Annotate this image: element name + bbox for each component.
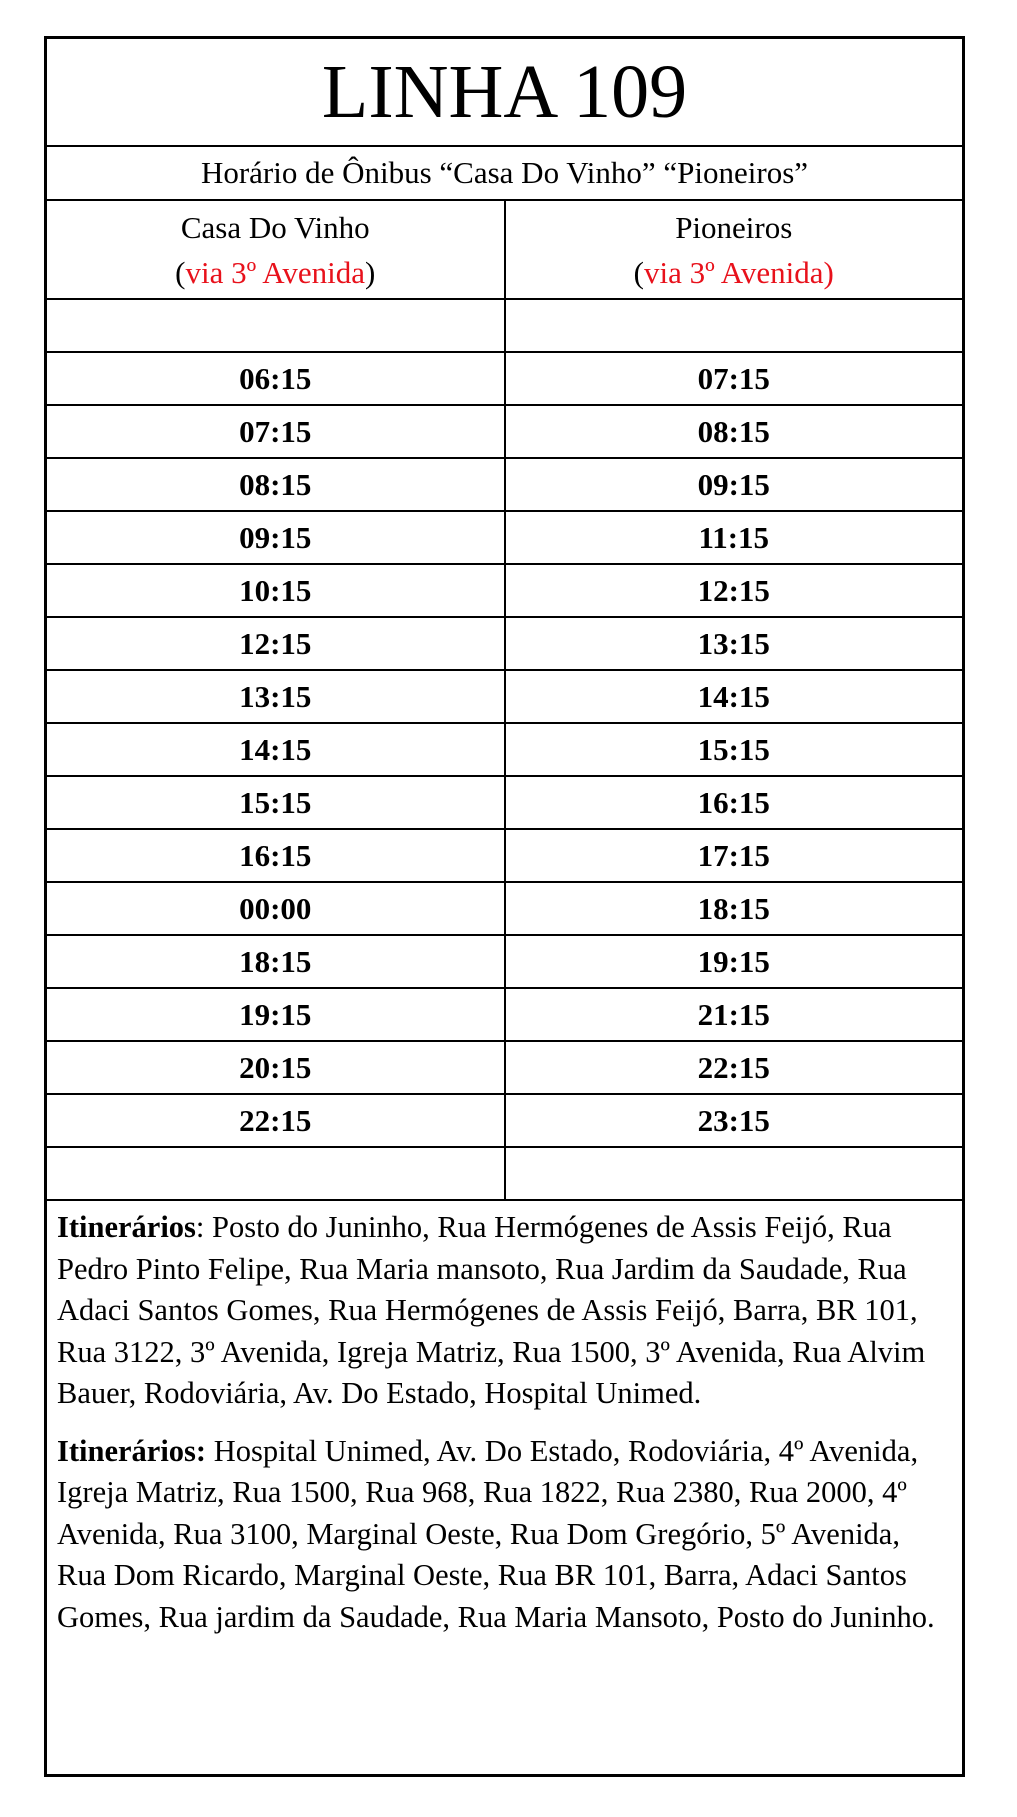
itinerary-label: Itinerários <box>57 1210 196 1244</box>
timetable-sheet <box>44 36 965 1777</box>
schedule-table <box>47 201 962 1201</box>
time-cell: 06:15 <box>47 353 504 406</box>
time-cell <box>47 300 504 353</box>
time-cell: 22:15 <box>506 1042 963 1095</box>
open-paren: ( <box>175 255 186 290</box>
time-cell: 13:15 <box>47 671 504 724</box>
open-paren: ( <box>633 255 644 290</box>
column-header <box>47 201 504 300</box>
itinerary-separator: : <box>195 1210 205 1244</box>
itineraries-section <box>47 1201 962 1638</box>
time-cell: 17:15 <box>506 830 963 883</box>
column-pioneiros <box>504 201 963 1201</box>
time-cell: 08:15 <box>47 459 504 512</box>
page-title: LINHA 109 <box>47 39 962 147</box>
itinerary-text: Hospital Unimed, Av. Do Estado, Rodoviária, 4º Avenida, Igreja Matriz, Rua 1500, Rua 968, Rua 1822, Rua 2380, Rua 2000, 4º Avenida, Rua 3100, Marginal Oeste, Rua Dom Gregório, 5º Avenida, Rua Dom Ricardo, Marginal Oeste, Rua BR 101, Barra, Adaci Santos Gomes, Rua jardim da Saudade, Rua Maria Mansoto, Posto do Juninho. <box>57 1433 935 1634</box>
time-cell: 19:15 <box>506 936 963 989</box>
time-cell: 08:15 <box>506 406 963 459</box>
column-header <box>506 201 963 300</box>
time-cell: 19:15 <box>47 989 504 1042</box>
time-cell <box>47 1148 504 1201</box>
column-route <box>47 250 504 295</box>
column-name: Casa Do Vinho <box>180 210 370 245</box>
time-cell: 09:15 <box>506 459 963 512</box>
close-paren: ) <box>365 255 376 290</box>
time-cell: 23:15 <box>506 1095 963 1148</box>
time-cell: 13:15 <box>506 618 963 671</box>
via-label: via 3º Avenida) <box>644 255 834 290</box>
column-name: Pioneiros <box>675 210 793 245</box>
time-cell: 18:15 <box>506 883 963 936</box>
time-cell: 20:15 <box>47 1042 504 1095</box>
time-cell: 07:15 <box>47 406 504 459</box>
time-cell: 15:15 <box>506 724 963 777</box>
time-cell: 16:15 <box>506 777 963 830</box>
time-cell: 12:15 <box>47 618 504 671</box>
time-cell <box>506 300 963 353</box>
time-cell: 07:15 <box>506 353 963 406</box>
time-cell: 10:15 <box>47 565 504 618</box>
time-cell: 18:15 <box>47 936 504 989</box>
time-cell: 21:15 <box>506 989 963 1042</box>
itinerary-label: Itinerários: <box>57 1433 207 1468</box>
via-label: via 3º Avenida <box>185 255 365 290</box>
column-route <box>506 250 963 295</box>
time-cell: 14:15 <box>47 724 504 777</box>
itinerary-text: Posto do Juninho, Rua Hermógenes de Assis Feijó, Rua Pedro Pinto Felipe, Rua Maria mansoto, Rua Jardim da Saudade, Rua Adaci Santos Gomes, Rua Hermógenes de Assis Feijó, Barra, BR 101, Rua 3122, 3º Avenida, Igreja Matriz, Rua 1500, 3º Avenida, Rua Alvim Bauer, Rodoviária, Av. Do Estado, Hospital Unimed. <box>57 1210 926 1410</box>
time-cell: 11:15 <box>506 512 963 565</box>
time-cell: 09:15 <box>47 512 504 565</box>
column-casa-do-vinho <box>47 201 504 1201</box>
time-cell: 22:15 <box>47 1095 504 1148</box>
time-cell: 16:15 <box>47 830 504 883</box>
time-cell: 12:15 <box>506 565 963 618</box>
itinerary-outbound <box>57 1207 952 1415</box>
time-cell: 15:15 <box>47 777 504 830</box>
time-cell <box>506 1148 963 1201</box>
itinerary-return <box>57 1431 952 1639</box>
schedule-subtitle: Horário de Ônibus “Casa Do Vinho” “Pioneiros” <box>47 147 962 201</box>
time-cell: 14:15 <box>506 671 963 724</box>
time-cell: 00:00 <box>47 883 504 936</box>
